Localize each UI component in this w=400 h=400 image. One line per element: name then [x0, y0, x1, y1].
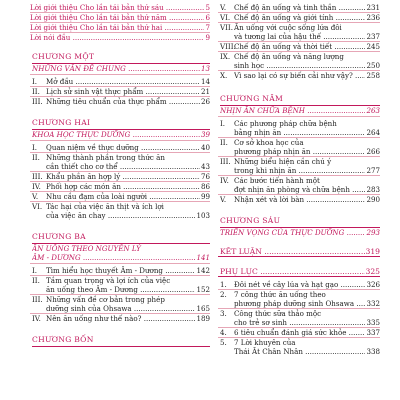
intro-entry[interactable]: Lời nói đầu ..... 9 [30, 33, 210, 42]
section-entry[interactable]: II. Tầm quan trọng và lợi ích của việc ăn uống theo Âm - Dương ..... 152 [30, 276, 210, 294]
chapter-title[interactable]: NHỮNG VẤN ĐỀ CHUNG ..... 13 [30, 64, 210, 73]
section-entry[interactable]: III. Những vấn đề cơ bản trong phép dưỡng sinh của Ohsawa ..... 165 [30, 295, 210, 313]
chapter-label: CHƯƠNG BA [30, 232, 210, 244]
appendix-page: 325 [365, 267, 380, 276]
section-entry[interactable]: II. Lịch sử sinh vật thực phẩm ..... 21 [30, 87, 210, 96]
section-entry[interactable]: IV. Phối hợp các món ăn ..... 86 [30, 182, 210, 191]
chapter-label: CHƯƠNG HAI [30, 118, 210, 130]
appendix-title: PHỤ LỤC ..... [220, 267, 365, 276]
toc-right-column [218, 0, 380, 356]
section-entry[interactable]: IX. Chế độ ăn uống và năng lượng sinh học ..... 250 [218, 52, 380, 70]
chapter-title[interactable]: NHỊN ĂN CHỮA BỆNH ..... 263 [218, 106, 380, 115]
intro-entry[interactable]: Lời giới thiệu Cho lần tái bản thứ hai ..... 7 [30, 23, 210, 32]
section-entry[interactable]: X. Vì sao lại có sự biến cải như vậy? ..... 258 [218, 71, 380, 80]
conclusion-page: 319 [365, 247, 380, 256]
section-entry[interactable]: III. Những tiêu chuẩn của thực phẩm ..... 26 [30, 97, 210, 106]
section-entry[interactable]: V. Chế độ ăn uống và tinh thần ..... 231 [218, 3, 380, 12]
section-entry[interactable]: V. Nhu cầu đạm của loài người ..... 99 [30, 192, 210, 201]
chapter-label: CHƯƠNG MỘT [30, 52, 210, 64]
chapter-label: CHƯƠNG NĂM [218, 94, 380, 106]
chapter-title-line: ĂN UỐNG THEO NGUYÊN LÝ [32, 244, 141, 253]
chapter-title[interactable]: ÂM - DƯƠNG ..... 141 [30, 253, 210, 262]
chapter-label: CHƯƠNG BỐN [30, 335, 210, 347]
conclusion-title: KẾT LUẬN ..... [220, 247, 365, 256]
section-entry[interactable]: VI. Chế độ ăn uống và giới tính ..... 236 [218, 13, 380, 22]
separator [30, 263, 210, 264]
chapter-label: CHƯƠNG SÁU [218, 216, 380, 228]
section-entry[interactable]: I. Quan niệm về thực dưỡng ..... 40 [30, 143, 210, 152]
section-entry[interactable]: III. Khẩu phần ăn hợp lý ..... 76 [30, 172, 210, 181]
intro-entry[interactable]: Lời giới thiệu Cho lần tái bản thứ năm ..... 6 [30, 13, 210, 22]
appendix-item[interactable]: 1. Đôi nét về cây lúa và hạt gạo ..... 326 [218, 280, 380, 289]
section-entry[interactable]: II. Cơ sở khoa học của phương pháp nhịn ăn ..... 266 [218, 138, 380, 156]
section-entry[interactable]: I. Các phương pháp chữa bệnh bằng nhịn ăn ..... 264 [218, 119, 380, 137]
section-entry[interactable]: VIII. Chế độ ăn uống và thời tiết ..... 245 [218, 42, 380, 51]
section-entry[interactable]: VI. Tác hại của việc ăn thịt và ích lợi của việc ăn chay ..... 103 [30, 202, 210, 220]
intro-entry[interactable]: Lời giới thiệu Cho lần tái bản thứ sáu ..... 5 [30, 3, 210, 12]
section-entry[interactable]: I. Mở đầu ..... 14 [30, 77, 210, 86]
separator [30, 74, 210, 75]
appendix-entry[interactable] [218, 267, 380, 277]
section-entry[interactable]: I. Tìm hiểu học thuyết Âm - Dương ..... 142 [30, 266, 210, 275]
conclusion-entry[interactable] [218, 247, 380, 257]
separator [218, 116, 380, 117]
appendix-item[interactable]: 3. Công thức sữa thảo mộc cho trẻ sơ sinh ..... 335 [218, 309, 380, 327]
section-entry[interactable]: IV. Nên ăn uống như thế nào? ..... 189 [30, 314, 210, 323]
section-entry[interactable]: V. Nhận xét và lời bàn ..... 290 [218, 195, 380, 204]
section-entry[interactable]: II. Những thành phần trong thức ăn cần thiết cho cơ thể ..... 43 [30, 153, 210, 171]
toc-left-column [30, 0, 210, 347]
appendix-item[interactable]: 2. 7 công thức ăn uống theo phương pháp dưỡng sinh Ohsawa ..... 332 [218, 290, 380, 308]
section-entry[interactable]: VII. Ăn uống với cuộc sống lứa đôi và tương lai của hậu thế ..... 237 [218, 23, 380, 41]
section-entry[interactable]: III. Những biểu hiện cần chú ý trong khi nhịn ăn ..... 277 [218, 157, 380, 175]
section-entry[interactable]: IV. Các bước tiến hành một đợt nhịn ăn phòng và chữa bệnh ..... 283 [218, 176, 380, 194]
appendix-item[interactable]: 4. 6 tiêu chuẩn đánh giá sức khỏe ..... 337 [218, 328, 380, 337]
chapter-title[interactable]: KHOA HỌC THỰC DƯỠNG ..... 39 [30, 130, 210, 139]
appendix-item[interactable]: 5. 7 Lời khuyên của Thái Ất Chân Nhân ..... 338 [218, 338, 380, 356]
separator [30, 140, 210, 141]
chapter-title[interactable]: TRIỂN VỌNG CỦA THỰC DƯỠNG ..... 293 [218, 228, 380, 237]
